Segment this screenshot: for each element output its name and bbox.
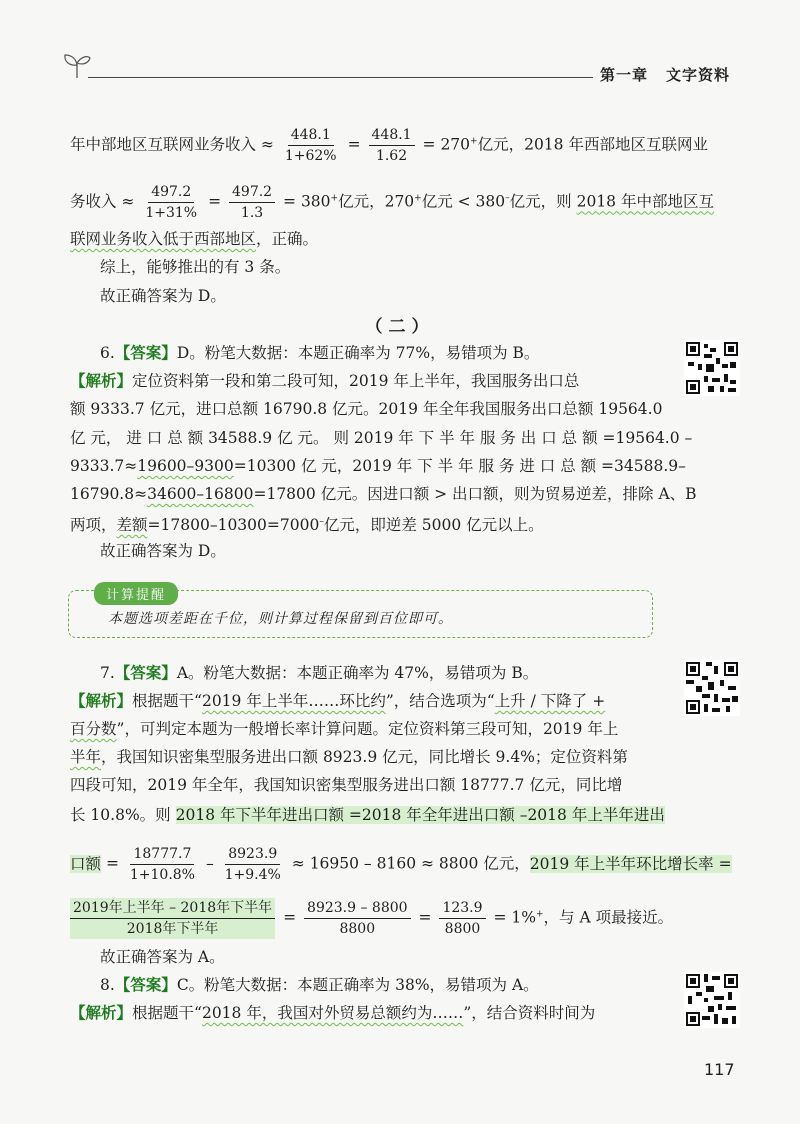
text: ，正确。 (256, 230, 319, 248)
highlighted-text: 2019 年上半年环比增长率 = (529, 854, 732, 873)
fraction (222, 844, 284, 885)
text: 亿元，即逆差 5000 亿元以上。 (323, 516, 544, 535)
denominator: 8800 (339, 921, 376, 937)
text: ”，结合资料时间为 (463, 1004, 596, 1022)
answer-line (100, 662, 538, 684)
text-line (70, 182, 714, 223)
fraction (304, 898, 411, 939)
text-line (70, 511, 544, 536)
text: 亿元，270 (338, 192, 415, 211)
answer-tag: 【答案】 (114, 344, 177, 362)
numerator: 448.1 (369, 125, 415, 146)
text: 务收入 ≈ (70, 192, 135, 211)
text: ≈ 16950 – 8160 ≈ 8800 亿元， (291, 854, 530, 873)
denominator: 1+9.4% (224, 867, 281, 883)
numerator: 497.2 (229, 182, 275, 203)
text: =10300 亿 元，2019 年 下 半 年 服 务 进 口 总 额 =34588.9– (233, 457, 686, 475)
text-line (70, 746, 628, 768)
underlined-text: 百分数 (70, 720, 117, 738)
text: = (347, 135, 361, 154)
question-number: 6. (100, 344, 115, 362)
text: = (283, 908, 297, 927)
answer-text: A。粉笔大数据：本题正确率为 47%，易错项为 B。 (176, 664, 539, 682)
tip-label: 计算提醒 (94, 582, 178, 605)
underlined-text: 上升 / 下降了 + (494, 692, 606, 710)
text: ”，结合选项为“ (385, 692, 495, 710)
text: – (205, 854, 214, 873)
text: 两项， (70, 516, 117, 535)
text-line (70, 804, 665, 826)
numerator: 8923.9 (225, 844, 280, 865)
text: =17800–10300=7000 (147, 516, 320, 535)
answer-tag: 【答案】 (114, 664, 177, 682)
tip-text: 本题选项差距在千位，则计算过程保留到百位即可。 (108, 611, 453, 627)
chapter-title: 文字资料 (665, 66, 730, 84)
numerator: 8923.9 – 8800 (304, 898, 411, 919)
text: = (208, 192, 222, 211)
text-line (70, 1002, 595, 1024)
text: = 380 (283, 192, 331, 211)
text-line: 额 9333.7 亿元，进口总额 16790.8 亿元。2019 年全年我国服务出口总额 19564.0 (70, 400, 663, 418)
text-line (70, 718, 618, 740)
superscript: + (330, 193, 339, 204)
superscript: + (535, 909, 544, 920)
text-line: 故正确答案为 A。 (100, 948, 225, 966)
fraction (142, 182, 200, 223)
answer-tag: 【答案】 (114, 976, 177, 994)
analysis-tag: 【解析】 (70, 372, 133, 390)
text-line: 亿 元， 进 口 总 额 34588.9 亿 元。 则 2019 年 下 半 年 服 务 出 口 总 额 =19564.0 – (70, 429, 693, 447)
numerator: 18777.7 (130, 844, 194, 865)
section-title: （二） (365, 317, 435, 337)
text: 定位资料第一段和第二段可知，2019 年上半年，我国服务出口总 (132, 372, 580, 390)
denominator: 8800 (444, 921, 481, 937)
underlined-text: 34600–16800 (147, 485, 254, 503)
sprout-icon (60, 50, 94, 80)
text-line (70, 483, 697, 505)
fraction (229, 182, 275, 223)
text: = 270 (422, 135, 471, 154)
denominator: 1.3 (240, 205, 264, 221)
underlined-text: 2019 年上半年……环比约 (201, 692, 386, 710)
chapter-heading (600, 64, 730, 85)
text-line (70, 370, 579, 392)
superscript: – (319, 517, 324, 527)
page-header (0, 40, 800, 90)
underlined-text: 差额 (116, 516, 148, 535)
denominator: 1+31% (145, 205, 198, 221)
text: = (101, 854, 119, 873)
text: 年中部地区互联网业务收入 ≈ (70, 135, 274, 154)
question-number: 8. (100, 976, 115, 994)
answer-line (100, 342, 539, 364)
qr-icon (684, 972, 740, 1028)
qr-code[interactable] (684, 340, 740, 396)
superscript: – (505, 193, 510, 204)
underlined-text: 半年 (70, 748, 102, 766)
text: 根据题干“ (132, 1004, 202, 1022)
answer-line (100, 974, 539, 996)
text: ，我国知识密集型服务进出口额 8923.9 亿元，同比增长 9.4%；定位资料第 (101, 748, 628, 766)
qr-icon (684, 340, 740, 396)
qr-code[interactable] (684, 972, 740, 1028)
text-line: 四段可知，2019 年全年，我国知识密集型服务进出口额 18777.7 亿元，同比增 (70, 776, 623, 794)
chapter-number: 第一章 (599, 66, 648, 84)
formula-line (70, 898, 673, 939)
text-line: 故正确答案为 D。 (100, 287, 226, 305)
highlighted-text: 2018 年下半年进出口额 =2018 年全年进出口额 –2018 年上半年进出 (175, 806, 665, 824)
fraction (439, 898, 485, 939)
superscript: + (414, 193, 422, 204)
text-line (70, 690, 605, 712)
text: 长 10.8%。则 (70, 806, 176, 824)
analysis-tag: 【解析】 (70, 1004, 133, 1022)
text: = (418, 908, 432, 927)
text: ，与 A 项最接近。 (543, 908, 674, 927)
text: ”，可判定本题为一般增长率计算问题。定位资料第三段可知，2019 年上 (116, 720, 619, 738)
formula-line (70, 844, 732, 885)
text: 亿元，2018 年西部地区互联网业 (477, 135, 708, 154)
text-line (70, 125, 708, 166)
numerator: 448.1 (288, 125, 334, 146)
text: 9333.7≈ (70, 457, 138, 475)
page-number: 117 (704, 1060, 735, 1079)
answer-text: D。粉笔大数据：本题正确率为 77%，易错项为 B。 (176, 344, 540, 362)
text: =17800 亿元。因进口额 > 出口额，则为贸易逆差，排除 A、B (253, 485, 697, 503)
fraction (127, 844, 198, 885)
underlined-text: 19600–9300 (137, 457, 234, 475)
qr-icon (684, 660, 740, 716)
denominator: 1+10.8% (129, 867, 195, 883)
text-line: 综上，能够推出的有 3 条。 (100, 258, 291, 276)
question-number: 7. (100, 664, 115, 682)
numerator: 123.9 (439, 898, 485, 919)
text: 16790.8≈ (70, 485, 148, 503)
underlined-text: 2018 年中部地区互 (576, 192, 714, 211)
text: 根据题干“ (132, 692, 202, 710)
fraction (70, 898, 275, 939)
text-line (70, 455, 686, 477)
denominator: 1+62% (284, 148, 337, 164)
header-rule (88, 77, 593, 78)
analysis-tag: 【解析】 (70, 692, 133, 710)
fraction (282, 125, 340, 166)
answer-text: C。粉笔大数据：本题正确率为 38%，易错项为 A。 (176, 976, 539, 994)
text-line (70, 228, 318, 250)
fraction (369, 125, 415, 166)
numerator: 2019年上半年 – 2018年下半年 (70, 898, 275, 919)
underlined-text: 2018 年，我国对外贸易总额约为…… (201, 1004, 464, 1022)
text: = 1% (493, 908, 536, 927)
denominator: 1.62 (375, 148, 408, 164)
text-line: 故正确答案为 D。 (100, 542, 226, 560)
denominator: 2018年下半年 (126, 921, 219, 937)
highlighted-text: 口额 (70, 854, 102, 873)
underlined-text: 联网业务收入低于西部地区 (70, 230, 257, 248)
text: 亿元 < 380 (421, 192, 506, 211)
superscript: + (470, 136, 478, 147)
text: 亿元，则 (509, 192, 577, 211)
qr-code[interactable] (684, 660, 740, 716)
numerator: 497.2 (148, 182, 194, 203)
